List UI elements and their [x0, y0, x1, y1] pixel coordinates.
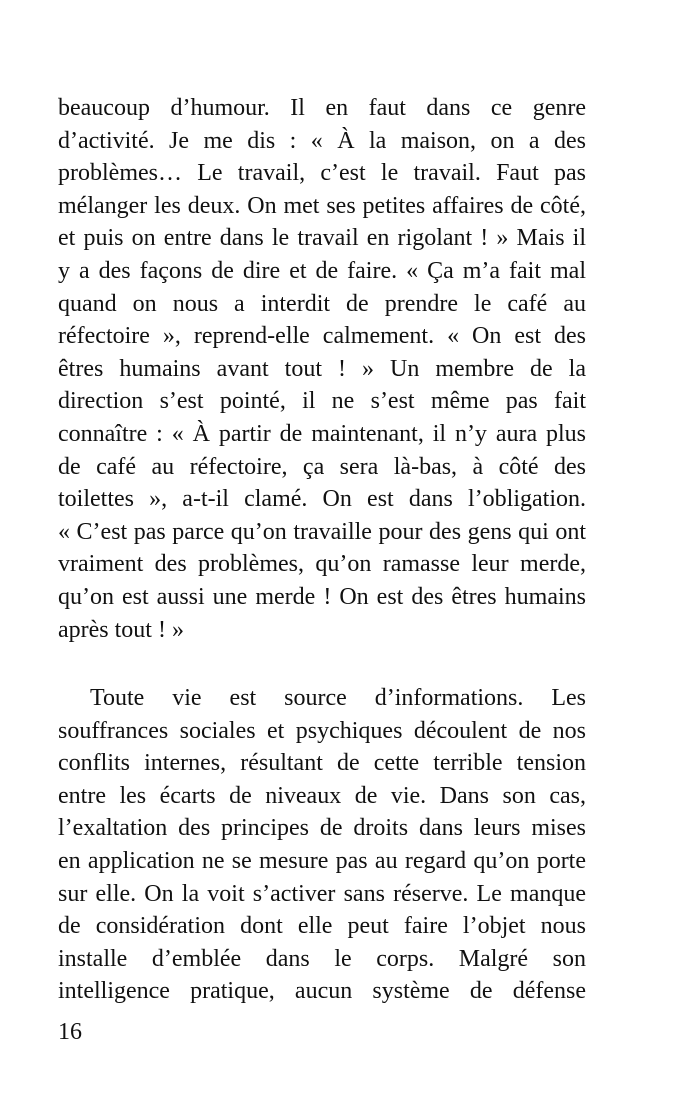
text-line: beaucoup d’humour. Il en faut dans ce genre: [58, 95, 586, 121]
text-line: sur elle. On la voit s’activer sans réserve. Le manque: [58, 880, 586, 907]
text-line: mélanger les deux. On met ses petites affaires de côté,: [58, 192, 586, 219]
text-line: en application ne se mesure pas au regard qu’on porte: [58, 847, 586, 874]
text-line: d’activité. Je me dis : « À la maison, on a des: [58, 127, 586, 154]
text-line: de café au réfectoire, ça sera là-bas, à côté des: [58, 453, 586, 480]
paragraph: [58, 682, 586, 1008]
text-line: êtres humains avant tout ! » Un membre de la: [58, 355, 586, 382]
text-line: y a des façons de dire et de faire. « Ça m’a fait mal: [58, 257, 586, 284]
text-line: intelligence pratique, aucun système de défense: [58, 978, 586, 1005]
text-line: quand on nous a interdit de prendre le café au: [58, 290, 586, 317]
text-line: vraiment des problèmes, qu’on ramasse leur merde,: [58, 551, 586, 578]
text-line: entre les écarts de niveaux de vie. Dans son cas,: [58, 782, 586, 809]
text-line: « C’est pas parce qu’on travaille pour des gens qui ont: [58, 518, 586, 545]
text-line: qu’on est aussi une merde ! On est des êtres humains: [58, 583, 586, 610]
text-line: l’exaltation des principes de droits dans leurs mises: [58, 815, 586, 842]
text-line: toilettes », a-t-il clamé. On est dans l’obligation.: [58, 486, 586, 513]
text-line: Toute vie est source d’informations. Les: [90, 685, 586, 711]
text-line: problèmes… Le travail, c’est le travail. Faut pas: [58, 160, 586, 187]
text-line: connaître : « À partir de maintenant, il n’y aura plus: [58, 420, 586, 447]
text-line: de considération dont elle peut faire l’objet nous: [58, 913, 586, 940]
text-line: conflits internes, résultant de cette terrible tension: [58, 750, 586, 777]
page-number: 16: [58, 1019, 82, 1045]
text-line: et puis on entre dans le travail en rigolant ! » Mais il: [58, 225, 586, 252]
paragraph: [58, 92, 586, 646]
text-line: direction s’est pointé, il ne s’est même pas fait: [58, 388, 586, 415]
text-line: après tout ! »: [58, 616, 184, 643]
text-line: installe d’emblée dans le corps. Malgré son: [58, 945, 586, 972]
text-line: souffrances sociales et psychiques découlent de nos: [58, 717, 586, 744]
text-line: réfectoire », reprend-elle calmement. « On est des: [58, 323, 586, 350]
